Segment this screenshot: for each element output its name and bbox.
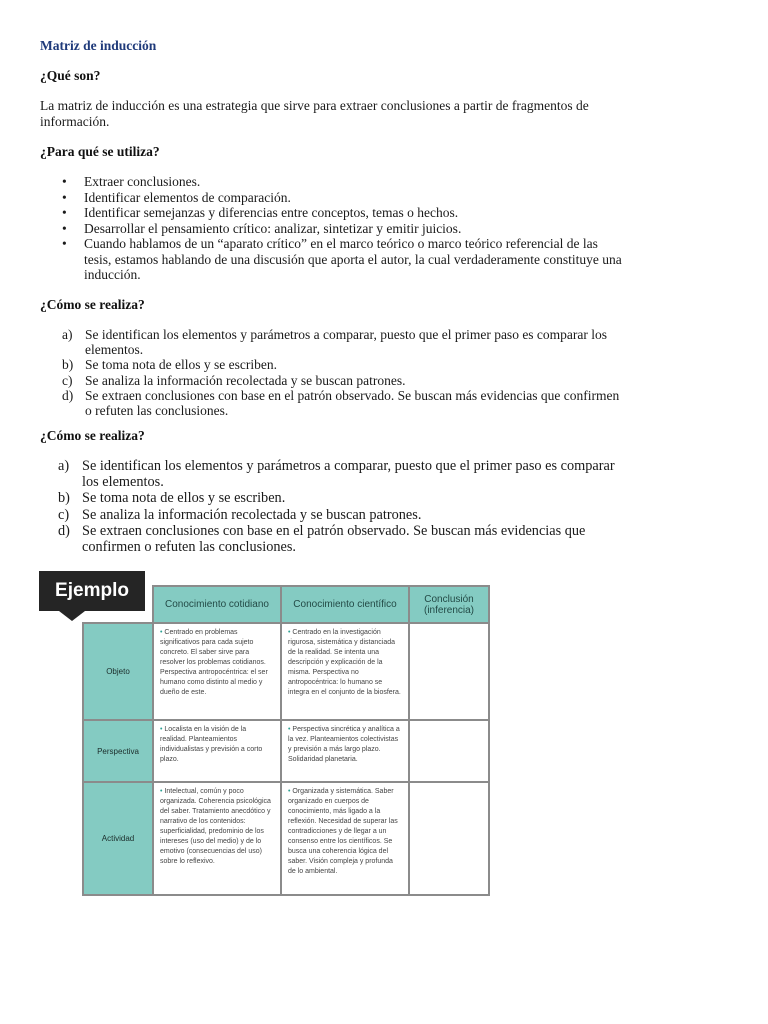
cell-text: Intelectual, común y poco organizada. Coherencia psicológica del saber. Tratamiento anecdótico y narrativo de los contenidos: superficialidad, predominio de los intereses (uso del medio) y de lo emotivo (consecuencias del uso) sobre lo reflexivo. (160, 788, 271, 865)
step-letter: d) (58, 522, 70, 539)
step-text: Se identifican los elementos y parámetros a comparar, puesto que el primer paso es comparar los elementos. (82, 458, 615, 491)
heading-como-se-realiza-1: ¿Cómo se realiza? (40, 297, 145, 312)
cell-text: Localista en la visión de la realidad. Planteamientos individualistas y previsión a corto plazo. (160, 726, 263, 763)
cell-cientifico: • Organizada y sistemática. Saber organizado en cuerpos de conocimiento, más ligado a la reflexión. Necesidad de superar las contradicciones y de llegar a un consenso entre los científicos. Se busca una coherencia lógica del saber. Visión compleja y profunda de lo ambiental. (281, 782, 409, 895)
example-tag: Ejemplo (39, 571, 145, 611)
bullet-item: • Identificar semejanzas y diferencias entre conceptos, temas o hechos. (62, 205, 622, 221)
cell-conclusion (409, 623, 489, 720)
step-item (62, 388, 622, 418)
header-conocimiento-cotidiano: Conocimiento cotidiano (153, 586, 281, 623)
cell-conclusion (409, 720, 489, 782)
heading-que-son: ¿Qué son? (40, 68, 101, 83)
step-text: Se extraen conclusiones con base en el patrón observado. Se buscan más evidencias que confirmen o refuten las conclusiones. (85, 387, 620, 419)
document-title: Matriz de inducción (40, 38, 157, 53)
header-conocimiento-cientifico: Conocimiento científico (281, 586, 409, 623)
step-letter: c) (58, 506, 70, 523)
step-text: Se analiza la información recolectada y se buscan patrones. (82, 506, 422, 523)
cell-cientifico: • Perspectiva sincrética y analítica a la vez. Planteamientos colectivistas y previsión a más largo plazo. Solidaridad planetaria. (281, 720, 409, 782)
induction-matrix-table (82, 585, 490, 896)
row-label-actividad: Actividad (83, 782, 153, 895)
step-text: Se analiza la información recolectada y se buscan patrones. (85, 372, 406, 388)
cell-cotidiano: • Centrado en problemas significativos para cada sujeto concreto. El saber sirve para resolver los problemas cotidianos. Perspectiva antropocéntrica: el ser humano como distinto al medio y dueño de este. (153, 623, 281, 720)
step-item (58, 458, 628, 490)
paragraph-que-son: La matriz de inducción es una estrategia que sirve para extraer conclusiones a partir de fragmentos de información. (40, 98, 589, 129)
bullet-item: • Desarrollar el pensamiento crítico: analizar, sintetizar y emitir juicios. (62, 221, 622, 237)
step-letter: b) (58, 490, 70, 507)
cell-cotidiano: • Localista en la visión de la realidad. Planteamientos individualistas y previsión a corto plazo. (153, 720, 281, 782)
steps-list-2 (58, 458, 628, 555)
row-label-objeto: Objeto (83, 623, 153, 720)
step-text: Se extraen conclusiones con base en el patrón observado. Se buscan más evidencias que confirmen o refuten las conclusiones. (82, 522, 586, 556)
uses-bullet-list (62, 174, 622, 283)
step-item (62, 327, 622, 357)
bullet-item: • Extraer conclusiones. (62, 174, 622, 190)
table-row (83, 720, 489, 782)
heading-para-que: ¿Para qué se utiliza? (40, 144, 160, 159)
cell-text: Perspectiva sincrética y analítica a la vez. Planteamientos colectivistas y previsión a más largo plazo. Solidaridad planetaria. (288, 726, 400, 763)
step-letter: d) (62, 387, 74, 403)
step-text: Se toma nota de ellos y se escriben. (85, 357, 277, 373)
table-row (83, 623, 489, 720)
cell-cientifico: • Centrado en la investigación rigurosa, sistemática y distanciada de la realidad. Se intenta una descripción y explicación de la misma. Perspectiva no antropocéntrica: lo humano se integra en el conjunto de la biosfera. (281, 623, 409, 720)
example-tag-pointer (59, 611, 85, 621)
row-label-perspectiva: Perspectiva (83, 720, 153, 782)
step-letter: c) (62, 372, 73, 388)
bullet-item: • Identificar elementos de comparación. (62, 190, 622, 206)
step-item (58, 507, 628, 523)
cell-cotidiano: • Intelectual, común y poco organizada. Coherencia psicológica del saber. Tratamiento anecdótico y narrativo de los contenidos: superficialidad, predominio de los intereses (uso del medio) y de lo emotivo (consecuencias del uso) sobre lo reflexivo. (153, 782, 281, 895)
step-letter: b) (62, 357, 74, 373)
step-item (58, 523, 628, 555)
steps-list-1 (62, 327, 622, 418)
step-item (62, 373, 622, 388)
step-letter: a) (58, 458, 70, 474)
heading-como-se-realiza-2: ¿Cómo se realiza? (40, 428, 145, 443)
cell-text: Organizada y sistemática. Saber organizado en cuerpos de conocimiento, más ligado a la reflexión. Necesidad de superar las contradicciones y de llegar a un consenso entre los científicos. Se busca una coherencia lógica del saber. Visión compleja y profunda de lo ambiental. (288, 788, 398, 875)
cell-text: Centrado en la investigación rigurosa, sistemática y distanciada de la realidad. Se intenta una descripción y explicación de la misma. Perspectiva no antropocéntrica: lo humano se integra en el conjunto de la biosfera. (288, 629, 401, 696)
step-letter: a) (62, 327, 73, 342)
step-item (62, 357, 622, 372)
step-text: Se toma nota de ellos y se escriben. (82, 490, 286, 507)
cell-text: Centrado en problemas significativos para cada sujeto concreto. El saber sirve para resolver los problemas cotidianos. Perspectiva antropocéntrica: el ser humano como distinto al medio y dueño de este. (160, 629, 268, 696)
table-row (83, 782, 489, 895)
step-item (58, 490, 628, 506)
header-conclusion: Conclusión (inferencia) (409, 586, 489, 623)
example-matrix (82, 585, 488, 896)
step-text: Se identifican los elementos y parámetros a comparar, puesto que el primer paso es comparar los elementos. (85, 327, 608, 358)
cell-conclusion (409, 782, 489, 895)
bullet-item: • Cuando hablamos de un “aparato crítico” en el marco teórico o marco teórico referencial de las tesis, estamos hablando de una discusión que aporta el autor, la cual verdaderamente constituye una inducción. (62, 236, 622, 283)
